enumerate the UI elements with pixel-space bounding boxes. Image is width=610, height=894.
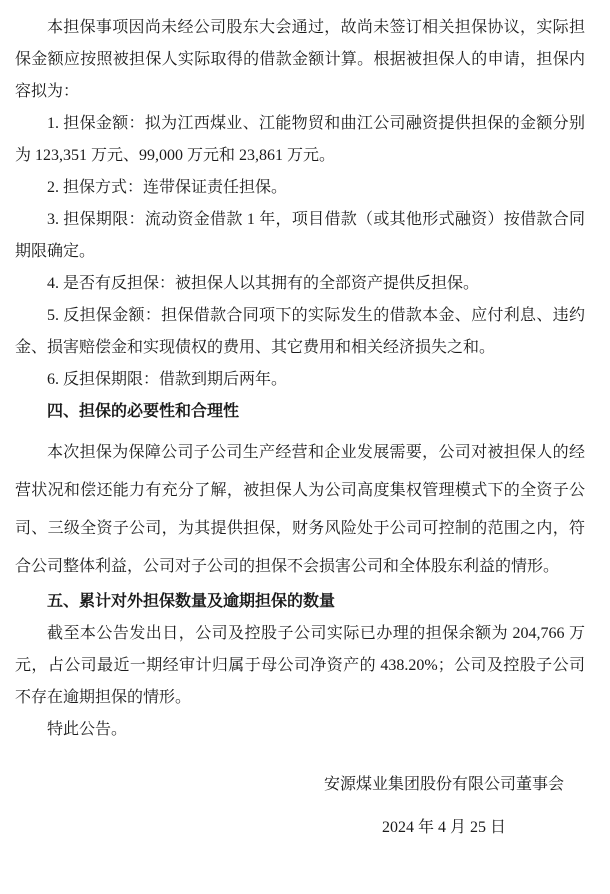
list-item-guarantee-term: 3. 担保期限：流动资金借款 1 年，项目借款（或其他形式融资）按借款合同期限确定。 <box>15 211 585 260</box>
signature-company-board: 安源煤业集团股份有限公司董事会 <box>323 776 564 793</box>
signature-block <box>324 769 564 844</box>
section-heading-5-cumulative: 五、累计对外担保数量及逾期担保的数量 <box>47 593 336 610</box>
list-item-guarantee-method: 2. 担保方式：连带保证责任担保。 <box>47 179 288 196</box>
signature-date: 2024 年 4 月 25 日 <box>381 819 506 836</box>
section-heading-4-necessity: 四、担保的必要性和合理性 <box>47 403 240 420</box>
paragraph-necessity-body: 本次担保为保障公司子公司生产经营和企业发展需要，公司对被担保人的经营状况和偿还能力有充分了解，被担保人为公司高度集权管理模式下的全资子公司、三级全资子公司，为其提供担保，财务风险处于公司可控制的范围之内，符合公司整体利益，公司对子公司的担保不会损害公司和全体股东利益的情形。 <box>15 444 585 575</box>
paragraph-closing-notice: 特此公告。 <box>47 721 128 738</box>
list-item-counter-guarantee-term: 6. 反担保期限：借款到期后两年。 <box>47 371 288 388</box>
paragraph-intro: 本担保事项因尚未经公司股东大会通过，故尚未签订相关担保协议，实际担保金额应按照被担保人实际取得的借款金额计算。根据被担保人的申请，担保内容拟为： <box>15 19 585 100</box>
list-item-counter-guarantee-amount: 5. 反担保金额：担保借款合同项下的实际发生的借款本金、应付利息、违约金、损害赔偿金和实现债权的费用、其它费用和相关经济损失之和。 <box>15 307 585 356</box>
paragraph-cumulative-body: 截至本公告发出日，公司及控股子公司实际已办理的担保余额为 204,766 万元，占公司最近一期经审计归属于母公司净资产的 438.20%；公司及控股子公司不存在逾期担保的情形。 <box>15 625 585 706</box>
list-item-guarantee-amount: 1. 担保金额：拟为江西煤业、江能物贸和曲江公司融资提供担保的金额分别为 123,351 万元、99,000 万元和 23,861 万元。 <box>15 115 585 164</box>
list-item-counter-guarantee: 4. 是否有反担保：被担保人以其拥有的全部资产提供反担保。 <box>47 275 480 292</box>
